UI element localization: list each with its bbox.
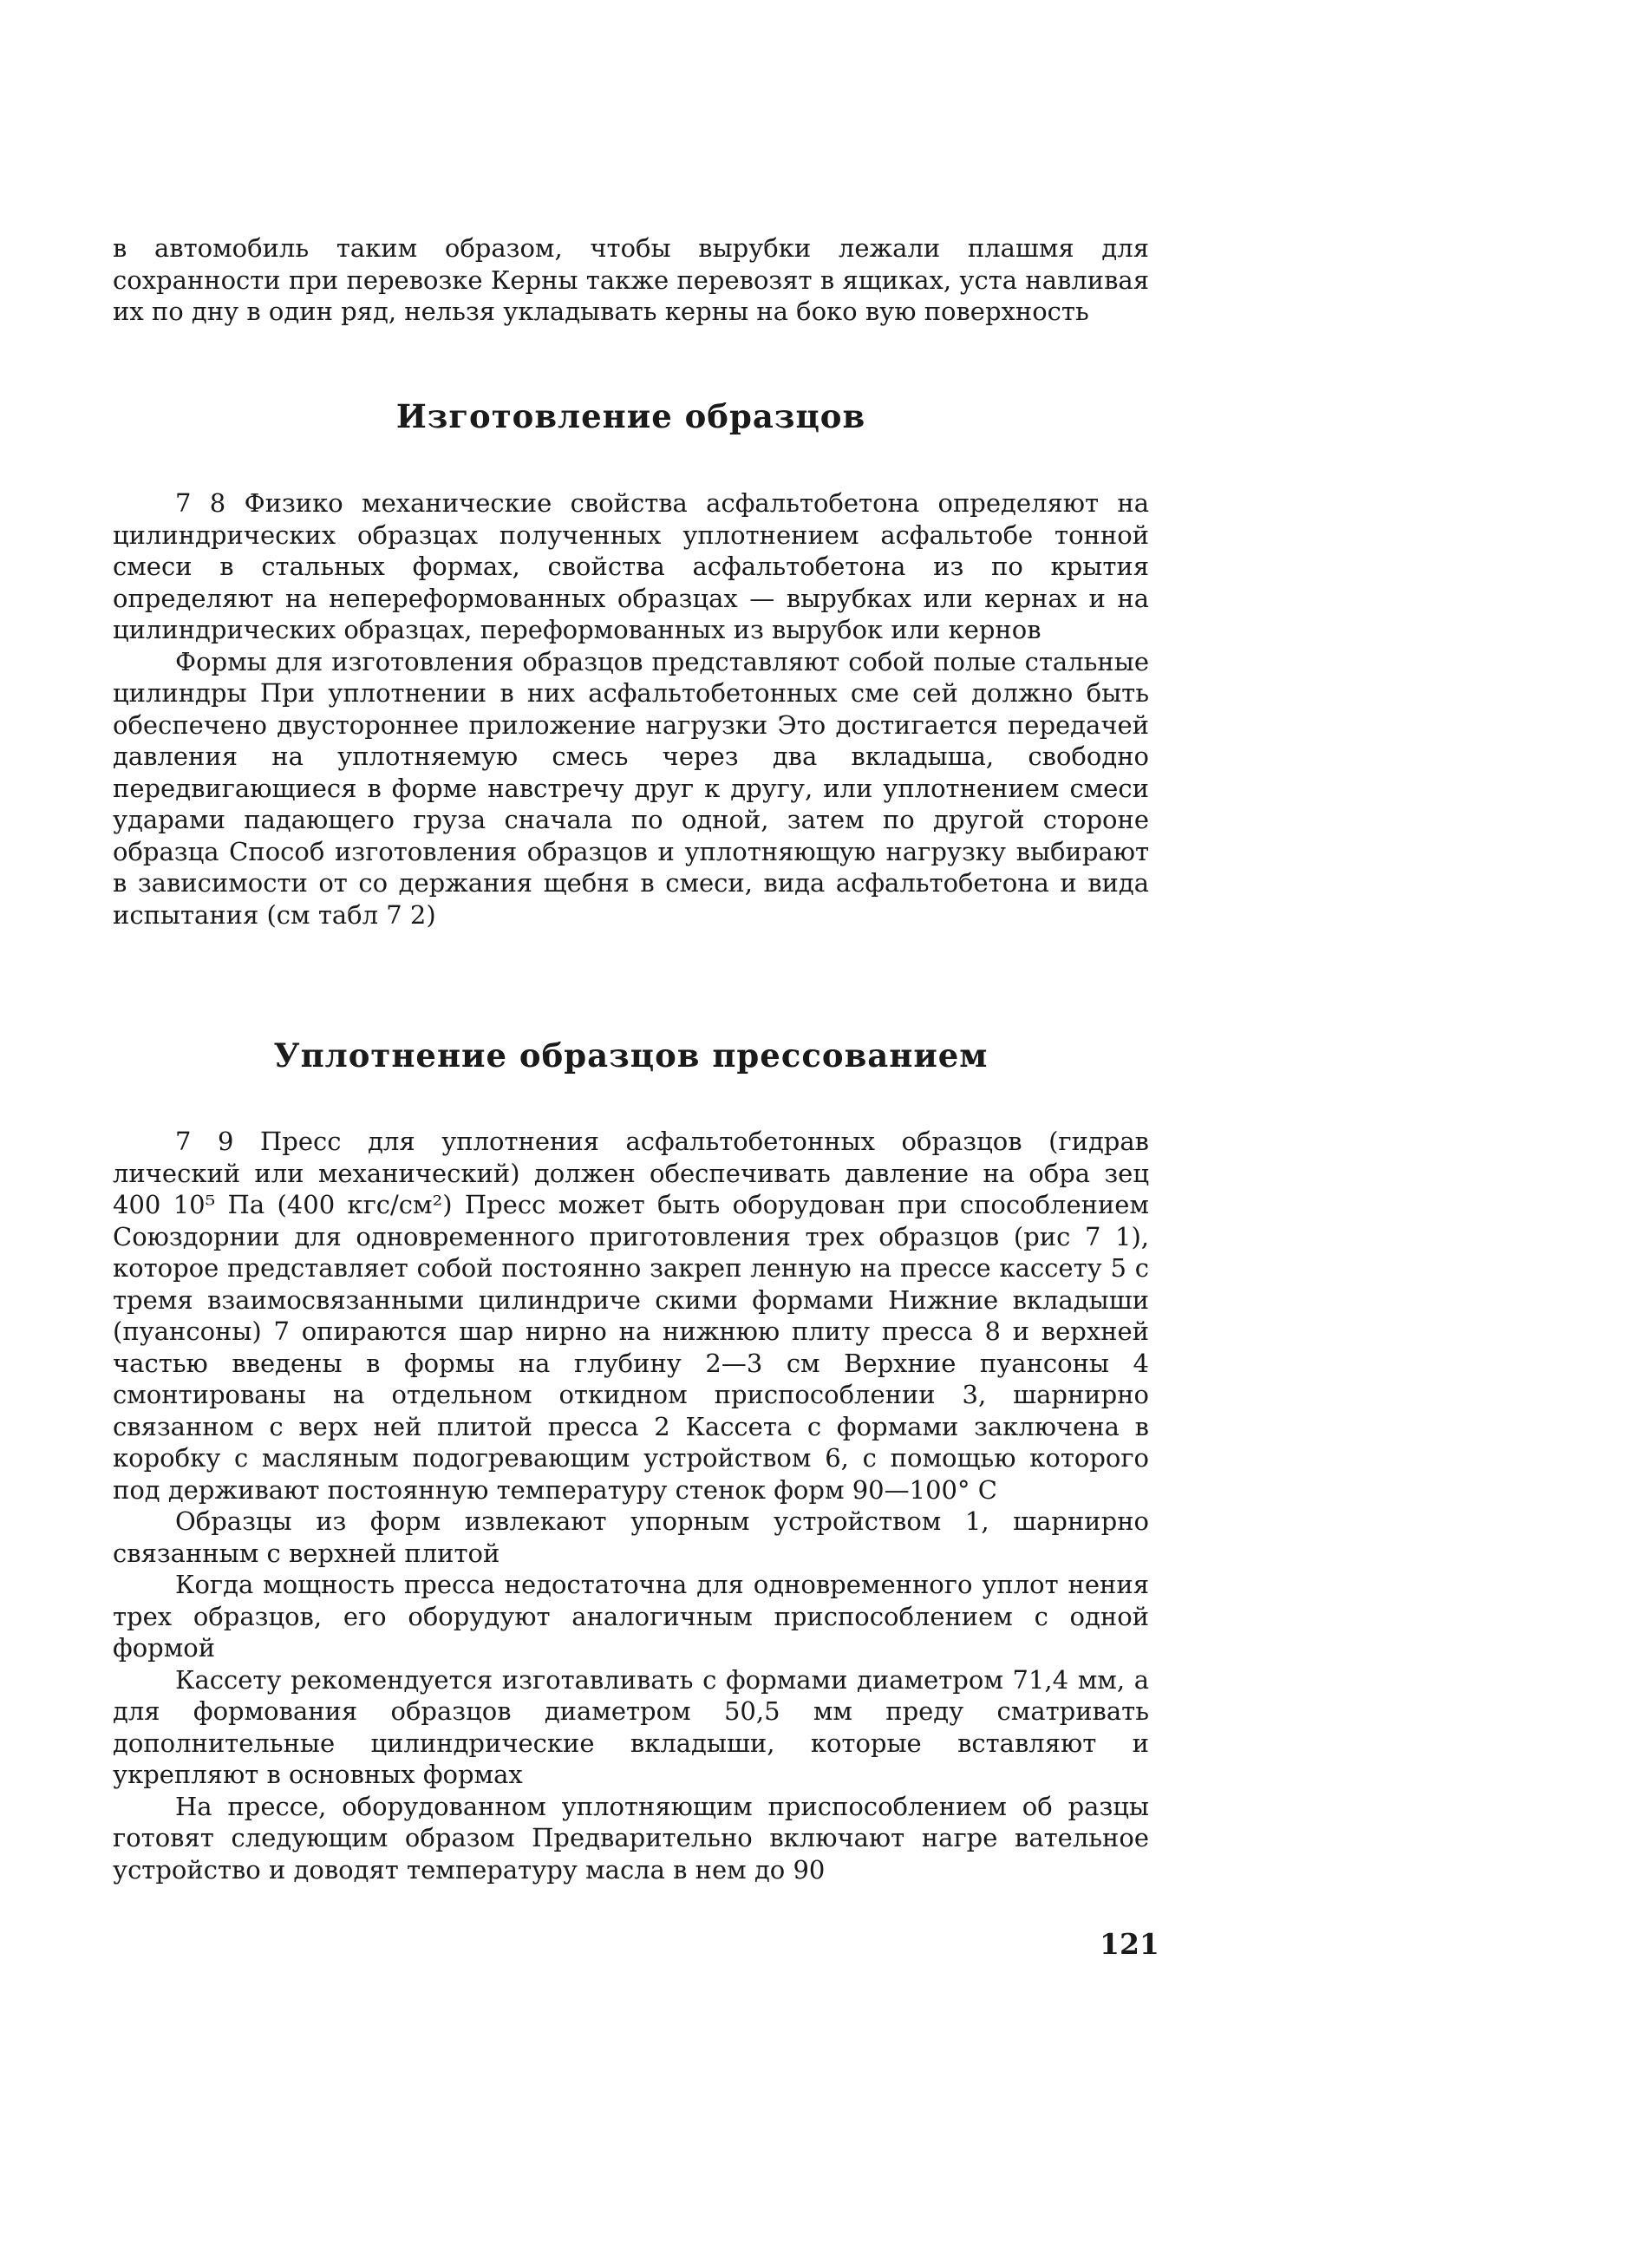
intro-paragraph [113,232,1149,328]
page-number: 121 [1100,1927,1159,1961]
paragraph-forms: Формы для изготовления образцов представляют собой полые стальные цилиндры При уплотнении в них асфальтобетонных сме сей должно быть обеспечено двустороннее приложение нагрузки Это достигается передачей давления на уплотняемую смесь через два вкладыша, свободно передвигающиеся в форме навстречу друг к другу, или уплотнением смеси ударами падающего груза сначала по одной, затем по другой стороне образца Способ изготовления образцов и уплотняющую нагрузку выбирают в зависимости от со держания щебня в смеси, вида асфальтобетона и вида испытания (см табл 7 2) [113,646,1149,930]
paragraph-7-9: 7 9 Пресс для уплотнения асфальтобетонных образцов (гидрав лический или механический) должен обеспечивать давление на обра зец 400 10⁵ Па (400 кгс/см²) Пресс может быть оборудован при способлением Союздорнии для одновременного приготовления трех образцов (рис 7 1), которое представляет собой постоянно закреп ленную на прессе кассету 5 с тремя взаимосвязанными цилиндриче скими формами Нижние вкладыши (пуансоны) 7 опираются шар нирно на нижнюю плиту пресса 8 и верхней частью введены в формы на глубину 2—3 см Верхние пуансоны 4 смонтированы на отдельном откидном приспособлении 3, шарнирно связанном с верх ней плитой пресса 2 Кассета с формами заключена в коробку с масляным подогревающим устройством 6, с помощью которого под держивают постоянную температуру стенок форм 90—100° С [113,1127,1149,1505]
intro-text: в автомобиль таким образом, чтобы вырубки лежали плашмя для сохранности при перевозке Керны также перевозят в ящиках, уста навливая их по дну в один ряд, нельзя укладывать керны на боко вую поверхность [113,233,1149,326]
paragraph-cassette: Кассету рекомендуется изготавливать с формами диаметром 71,4 мм, а для формования образцов диаметром 50,5 мм преду сматривать дополнительные цилиндрические вкладыши, которые вставляют и укрепляют в основных формах [113,1664,1149,1789]
paragraph-single-form: Когда мощность пресса недостаточна для одновременного уплот нения трех образцов, его оборудуют аналогичным приспособлением с одной формой [113,1570,1149,1663]
paragraph-7-8: 7 8 Физико механические свойства асфальтобетона определяют на цилиндрических образцах полученных уплотнением асфальтобе тонной смеси в стальных формах, свойства асфальтобетона из по крытия определяют на непереформованных образцах — вырубках или кернах и на цилиндрических образцах, переформованных из вырубок или кернов [113,488,1149,644]
paragraph-preparation: На прессе, оборудованном уплотняющим приспособлением об разцы готовят следующим образом Предварительно включают нагре вательное устройство и доводят температуру масла в нем до 90 [113,1791,1149,1885]
section-heading-2: Уплотнение образцов прессованием [273,1036,989,1075]
paragraph-extraction: Образцы из форм извлекают упорным устройством 1, шарнирно связанным с верхней плитой [113,1506,1149,1568]
section-1-body [113,487,1149,931]
section-heading-1: Изготовление образцов [395,397,866,435]
section-2-body [113,1126,1149,1885]
